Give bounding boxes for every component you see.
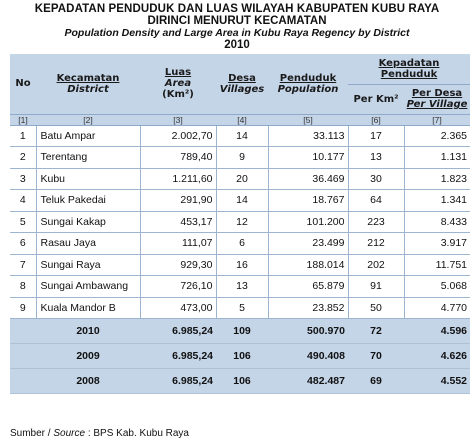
row-kecamatan: Teluk Pakedai <box>36 190 140 212</box>
row-per-desa: 1.131 <box>404 147 470 169</box>
row-desa: 20 <box>216 168 268 190</box>
table-row <box>10 233 470 255</box>
table-row <box>10 297 470 319</box>
row-luas: 1.211,60 <box>140 168 216 190</box>
title-line-1: KEPADATAN PENDUDUK DAN LUAS WILAYAH KABUPATEN KUBU RAYA <box>34 3 440 15</box>
row-per-km: 202 <box>348 254 404 276</box>
summary-per-km: 72 <box>348 319 404 344</box>
summary-blank <box>10 344 36 369</box>
row-luas: 291,90 <box>140 190 216 212</box>
row-kecamatan: Batu Ampar <box>36 125 140 147</box>
title-english: Population Density and Large Area in Kubu Raya Regency by District <box>64 27 410 39</box>
header-perkm <box>348 84 404 114</box>
density-table <box>10 54 470 394</box>
row-number: 6 <box>10 233 36 255</box>
summary-year: 2008 <box>36 369 140 394</box>
row-number: 2 <box>10 147 36 169</box>
table-body <box>10 125 470 319</box>
col-number: [2] <box>36 114 140 125</box>
summary-penduduk: 482.487 <box>268 369 348 394</box>
row-luas: 929,30 <box>140 254 216 276</box>
col-number: [1] <box>10 114 36 125</box>
col-number: [3] <box>140 114 216 125</box>
row-kecamatan: Sungai Kakap <box>36 211 140 233</box>
row-penduduk: 10.177 <box>268 147 348 169</box>
summary-desa: 106 <box>216 369 268 394</box>
title-year: 2010 <box>224 39 250 51</box>
row-number: 1 <box>10 125 36 147</box>
source-prefix: Sumber / <box>10 428 54 439</box>
header-population-label: Population <box>277 83 339 95</box>
header-no <box>10 54 36 114</box>
summary-row <box>10 369 470 394</box>
summary-penduduk: 490.408 <box>268 344 348 369</box>
row-per-desa: 2.365 <box>404 125 470 147</box>
summary-penduduk: 500.970 <box>268 319 348 344</box>
row-number: 9 <box>10 297 36 319</box>
summary-row <box>10 344 470 369</box>
row-kecamatan: Terentang <box>36 147 140 169</box>
col-number: [5] <box>268 114 348 125</box>
row-penduduk: 23.852 <box>268 297 348 319</box>
header-kecamatan-label: Kecamatan <box>56 72 120 84</box>
summary-row <box>10 319 470 344</box>
source-italic: Source <box>53 428 86 439</box>
summary-luas: 6.985,24 <box>140 344 216 369</box>
header-km2-label: (Km²) <box>162 89 194 101</box>
row-kecamatan: Sungai Ambawang <box>36 276 140 298</box>
row-number: 3 <box>10 168 36 190</box>
row-penduduk: 65.879 <box>268 276 348 298</box>
col-number: [6] <box>348 114 404 125</box>
summary-body <box>10 319 470 394</box>
row-penduduk: 101.200 <box>268 211 348 233</box>
row-luas: 473,00 <box>140 297 216 319</box>
row-per-km: 64 <box>348 190 404 212</box>
header-desa-label: Desa <box>228 72 256 84</box>
row-number: 7 <box>10 254 36 276</box>
col-number: [7] <box>404 114 470 125</box>
summary-desa: 109 <box>216 319 268 344</box>
row-per-km: 91 <box>348 276 404 298</box>
summary-year: 2010 <box>36 319 140 344</box>
row-penduduk: 33.113 <box>268 125 348 147</box>
row-luas: 453,17 <box>140 211 216 233</box>
source-note <box>10 428 189 439</box>
row-per-km: 13 <box>348 147 404 169</box>
row-desa: 16 <box>216 254 268 276</box>
title-block <box>0 0 474 51</box>
summary-luas: 6.985,24 <box>140 319 216 344</box>
row-per-desa: 1.823 <box>404 168 470 190</box>
row-per-desa: 5.068 <box>404 276 470 298</box>
row-per-km: 17 <box>348 125 404 147</box>
row-desa: 9 <box>216 147 268 169</box>
row-kecamatan: Kuala Mandor B <box>36 297 140 319</box>
row-luas: 111,07 <box>140 233 216 255</box>
row-per-desa: 11.751 <box>404 254 470 276</box>
summary-blank <box>10 369 36 394</box>
row-per-desa: 1.341 <box>404 190 470 212</box>
row-number: 8 <box>10 276 36 298</box>
summary-blank <box>10 319 36 344</box>
summary-per-desa: 4.596 <box>404 319 470 344</box>
header-desa <box>216 54 268 114</box>
summary-luas: 6.985,24 <box>140 369 216 394</box>
row-per-desa: 8.433 <box>404 211 470 233</box>
row-desa: 6 <box>216 233 268 255</box>
row-per-desa: 3.917 <box>404 233 470 255</box>
row-desa: 14 <box>216 190 268 212</box>
table-row <box>10 168 470 190</box>
header-villages-label: Villages <box>219 83 265 95</box>
row-penduduk: 18.767 <box>268 190 348 212</box>
header-kepadatan-label-2: Penduduk <box>380 68 438 80</box>
row-penduduk: 23.499 <box>268 233 348 255</box>
header-kecamatan <box>36 54 140 114</box>
row-penduduk: 36.469 <box>268 168 348 190</box>
summary-per-km: 69 <box>348 369 404 394</box>
col-number: [4] <box>216 114 268 125</box>
header-pervillage-label: Per Village <box>406 99 468 110</box>
table-row <box>10 211 470 233</box>
summary-year: 2009 <box>36 344 140 369</box>
row-per-km: 30 <box>348 168 404 190</box>
header-luas <box>140 54 216 114</box>
row-luas: 2.002,70 <box>140 125 216 147</box>
header-luas-label: Luas <box>164 67 192 79</box>
header-kepadatan <box>348 54 470 84</box>
column-number-row <box>10 114 470 125</box>
header-penduduk <box>268 54 348 114</box>
row-number: 5 <box>10 211 36 233</box>
summary-desa: 106 <box>216 344 268 369</box>
row-luas: 789,40 <box>140 147 216 169</box>
table-row <box>10 190 470 212</box>
table-row <box>10 254 470 276</box>
row-kecamatan: Rasau Jaya <box>36 233 140 255</box>
row-per-km: 223 <box>348 211 404 233</box>
header-perkm-label: Per Km² <box>353 93 399 105</box>
row-desa: 14 <box>216 125 268 147</box>
summary-per-desa: 4.552 <box>404 369 470 394</box>
row-per-desa: 4.770 <box>404 297 470 319</box>
table-row <box>10 276 470 298</box>
row-per-km: 50 <box>348 297 404 319</box>
row-per-km: 212 <box>348 233 404 255</box>
summary-per-desa: 4.626 <box>404 344 470 369</box>
header-perdesa-label: Per Desa <box>411 88 463 99</box>
summary-per-km: 70 <box>348 344 404 369</box>
source-text: : BPS Kab. Kubu Raya <box>85 428 189 439</box>
row-penduduk: 188.014 <box>268 254 348 276</box>
row-number: 4 <box>10 190 36 212</box>
header-kepadatan-label-1: Kepadatan <box>378 57 440 69</box>
header-area-label: Area <box>164 78 192 90</box>
row-kecamatan: Sungai Raya <box>36 254 140 276</box>
header-penduduk-label: Penduduk <box>279 72 337 84</box>
table-row <box>10 125 470 147</box>
header-no-label: No <box>15 78 31 90</box>
table-row <box>10 147 470 169</box>
header-district-label: District <box>67 83 109 95</box>
header-perdesa <box>404 84 470 114</box>
row-desa: 5 <box>216 297 268 319</box>
title-line-2: DIRINCI MENURUT KECAMATAN <box>147 15 327 27</box>
row-kecamatan: Kubu <box>36 168 140 190</box>
row-luas: 726,10 <box>140 276 216 298</box>
row-desa: 12 <box>216 211 268 233</box>
row-desa: 13 <box>216 276 268 298</box>
